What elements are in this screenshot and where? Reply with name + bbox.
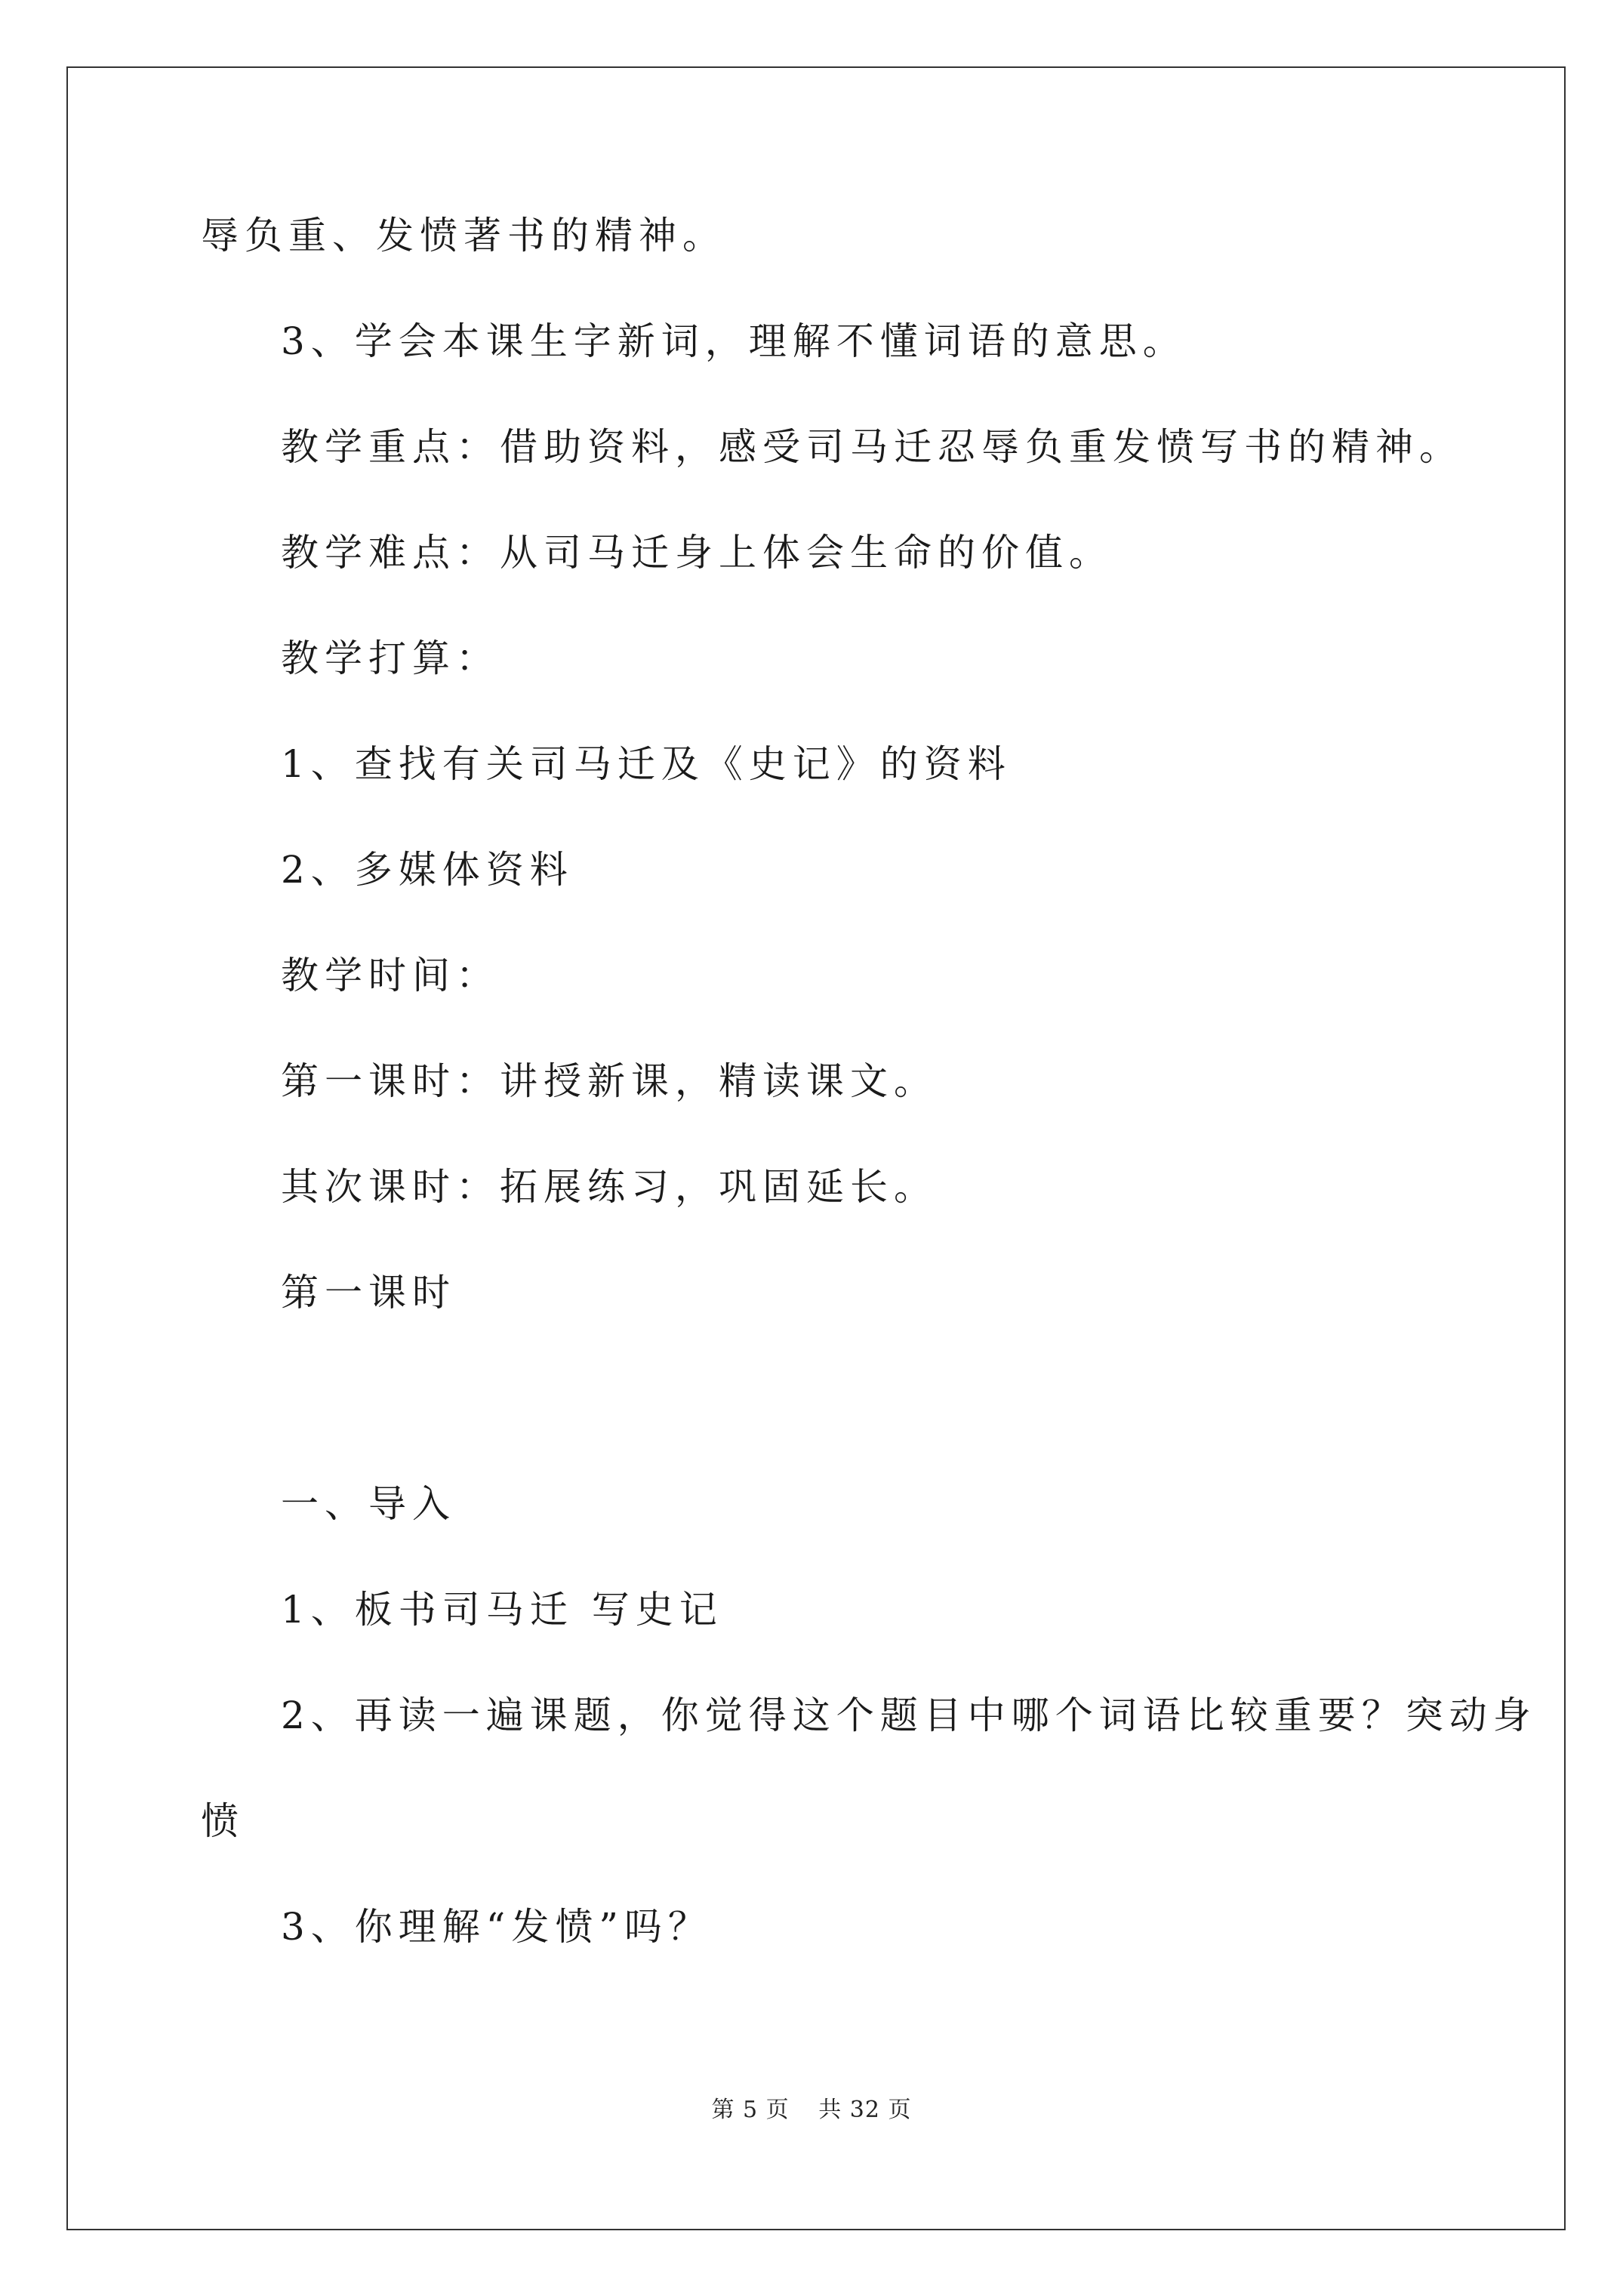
text-line: 2、再读一遍课题，你觉得这个题目中哪个词语比较重要？突动身 (281, 1693, 1537, 1737)
page-footer (0, 2095, 1623, 2125)
page-number: 第 5 页 (711, 2097, 790, 2123)
text-line: 愤 (201, 1799, 245, 1843)
section-heading: 一、导入 (281, 1482, 456, 1526)
text-line: 其次课时：拓展练习，巩固延长。 (281, 1165, 938, 1209)
text-line: 教学时间： (281, 954, 500, 997)
text-line: 3、学会本课生字新词，理解不懂词语的意思。 (281, 319, 1187, 363)
text-line: 1、板书司马迁 写史记 (281, 1588, 723, 1632)
text-line: 第一课时：讲授新课，精读课文。 (281, 1059, 938, 1103)
page-total: 共 32 页 (818, 2097, 912, 2123)
text-line: 辱负重、发愤著书的精神。 (201, 214, 726, 257)
text-line: 1、查找有关司马迁及《史记》的资料 (281, 742, 1012, 786)
text-line: 2、多媒体资料 (281, 848, 574, 892)
text-line: 3、你理解“发愤”吗？ (281, 1905, 712, 1949)
text-line: 教学重点：借助资料，感受司马迁忍辱负重发愤写书的精神。 (281, 425, 1463, 469)
text-line: 教学难点：从司马迁身上体会生命的价值。 (281, 531, 1113, 575)
text-line: 教学打算： (281, 636, 500, 680)
section-heading: 第一课时 (281, 1271, 456, 1314)
